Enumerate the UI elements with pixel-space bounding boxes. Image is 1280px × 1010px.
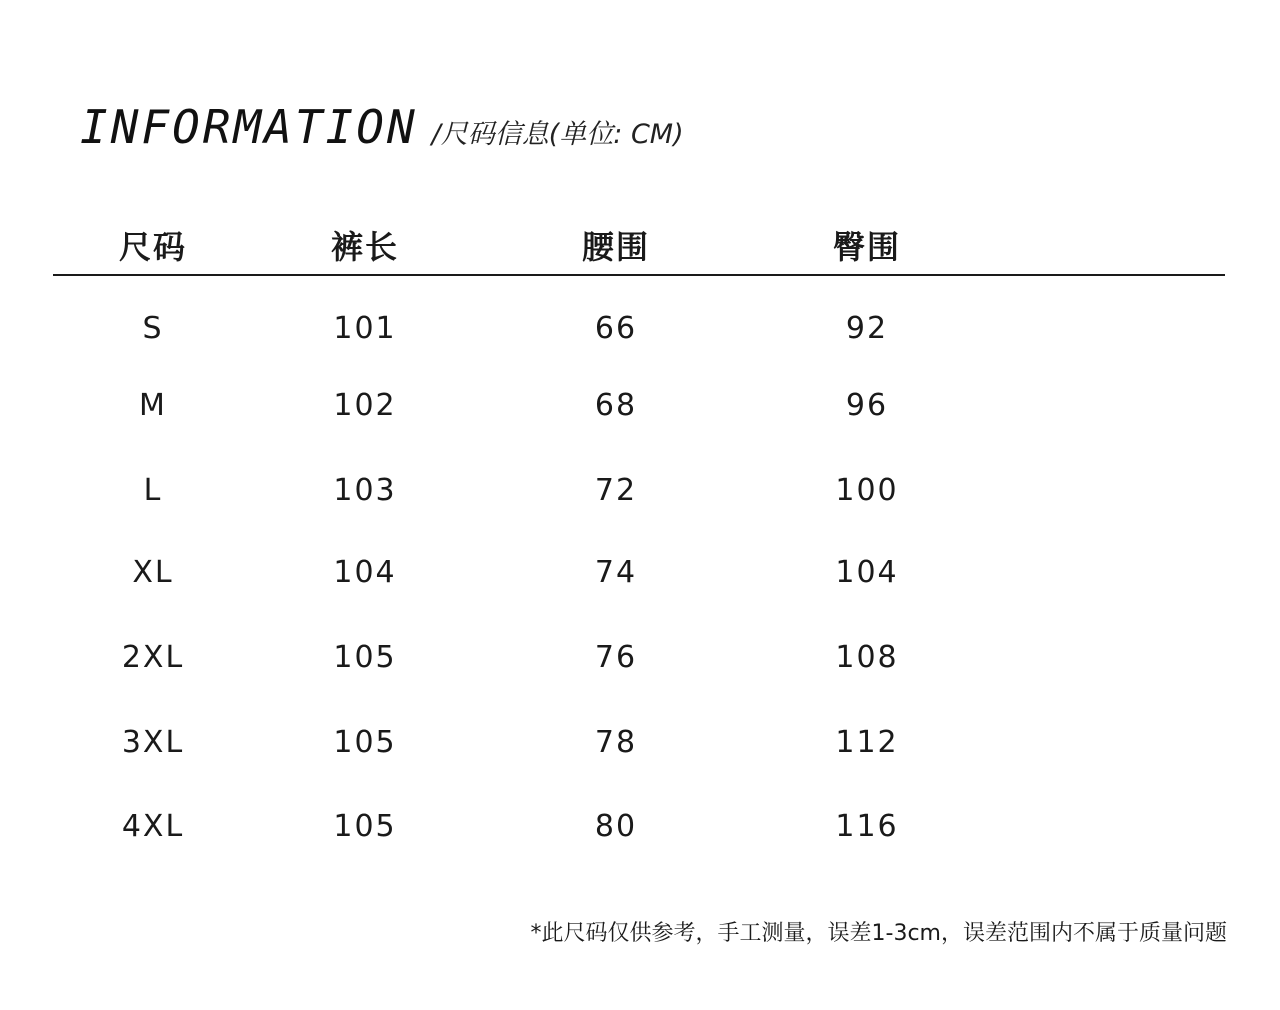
table-cell: XL — [132, 555, 174, 590]
title-sub: /尺码信息(单位: CM) — [431, 119, 684, 150]
table-cell: L — [143, 473, 163, 508]
table-cell: 74 — [594, 555, 638, 590]
table-cell: 101 — [333, 311, 397, 346]
table-cell: 92 — [845, 311, 889, 346]
table-cell: 105 — [333, 640, 397, 675]
header-length: 裤长 — [330, 228, 400, 266]
header-waist: 腰围 — [581, 228, 651, 266]
header-divider — [53, 274, 1225, 276]
table-cell: M — [139, 388, 167, 423]
table-cell: 96 — [845, 388, 889, 423]
header-hip: 臀围 — [832, 228, 902, 266]
table-cell: 4XL — [121, 809, 185, 844]
title-main: INFORMATION — [80, 100, 418, 154]
table-cell: 2XL — [121, 640, 185, 675]
table-cell: 105 — [333, 725, 397, 760]
table-cell: 78 — [594, 725, 638, 760]
table-cell: 105 — [333, 809, 397, 844]
footnote: *此尺码仅供参考，手工测量，误差1-3cm，误差范围内不属于质量问题 — [530, 921, 1227, 946]
table-cell: 102 — [333, 388, 397, 423]
table-cell: 112 — [835, 725, 899, 760]
table-cell: 104 — [333, 555, 397, 590]
table-cell: 100 — [835, 473, 899, 508]
table-cell: 103 — [333, 473, 397, 508]
table-cell: 104 — [835, 555, 899, 590]
table-cell: 68 — [594, 388, 638, 423]
table-cell: 116 — [835, 809, 899, 844]
table-cell: 72 — [594, 473, 638, 508]
header-size: 尺码 — [118, 228, 188, 266]
table-cell: S — [142, 311, 164, 346]
table-cell: 66 — [594, 311, 638, 346]
table-cell: 76 — [594, 640, 638, 675]
table-cell: 3XL — [121, 725, 185, 760]
table-cell: 80 — [594, 809, 638, 844]
table-cell: 108 — [835, 640, 899, 675]
